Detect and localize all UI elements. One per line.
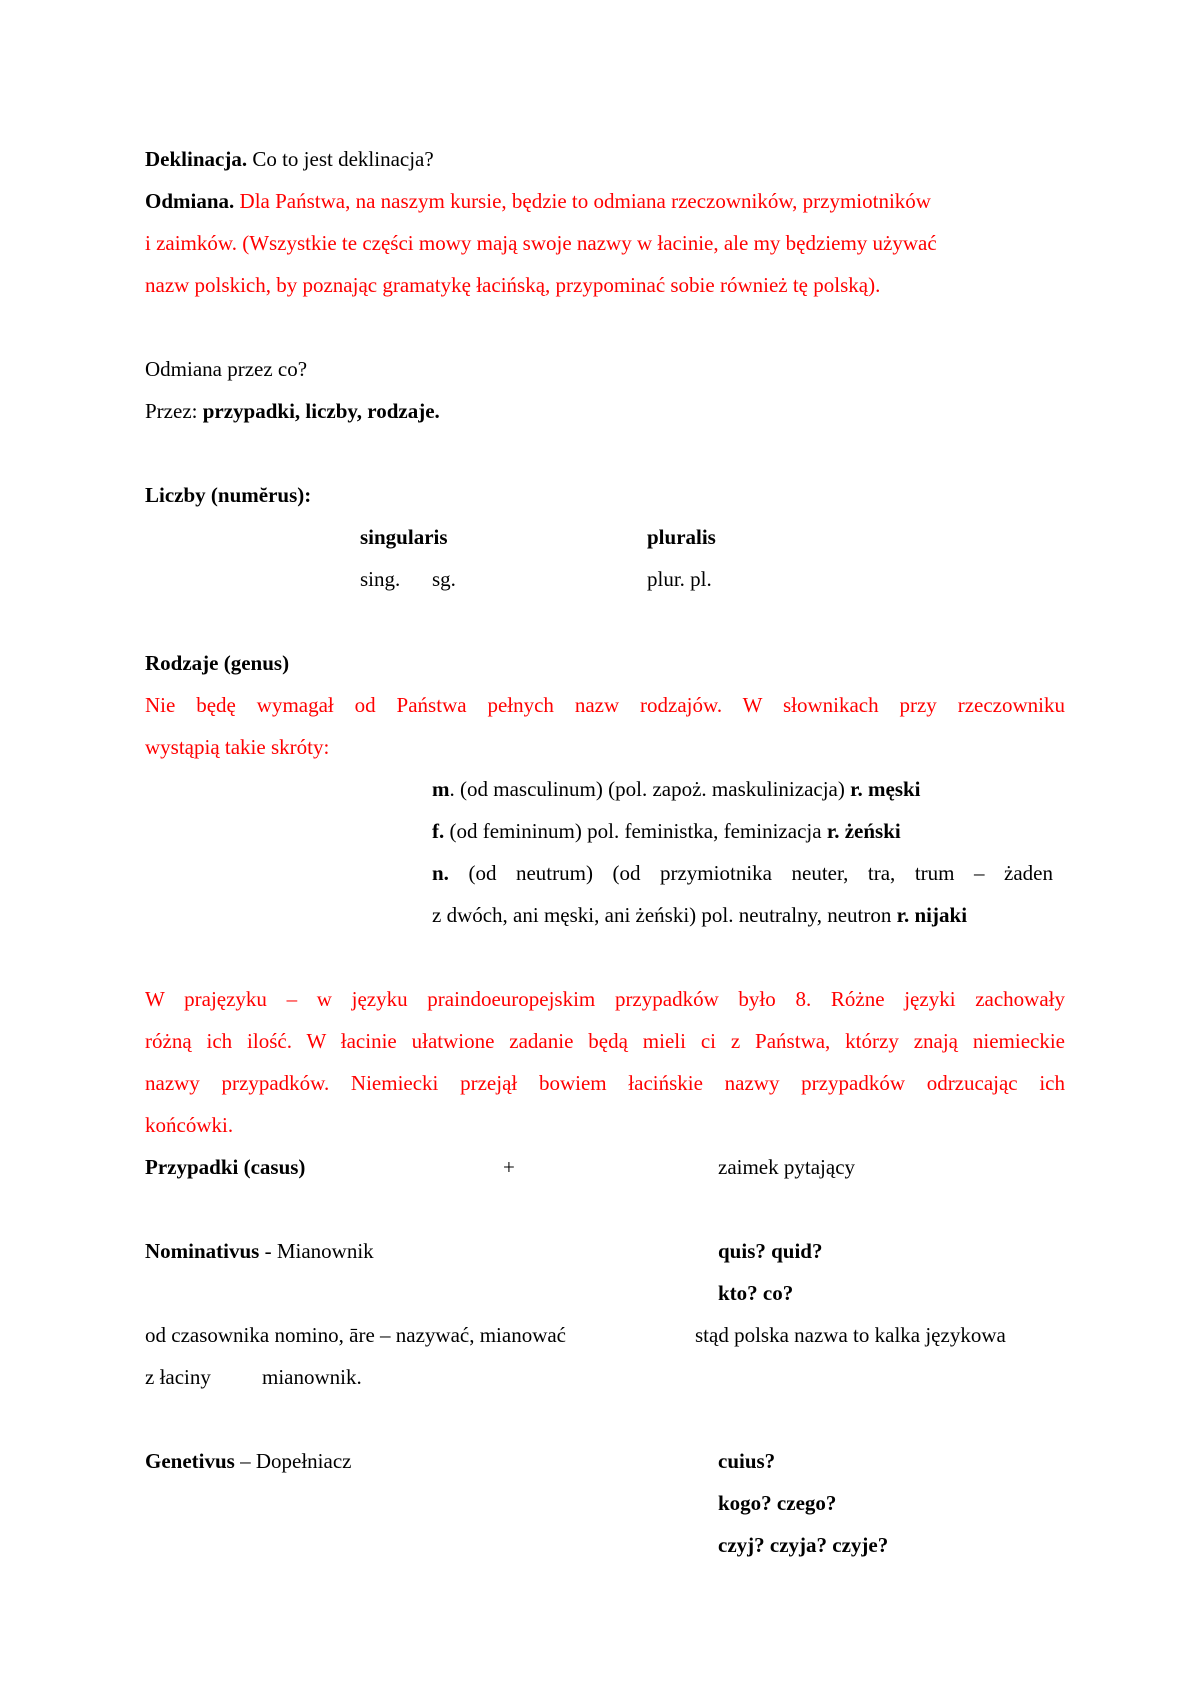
rodzaje-note-line-1: Nie będę wymagał od Państwa pełnych nazw rodzajów. W słownikach przy rzeczowniku: [145, 693, 1065, 717]
gender-n-name: r. nijaki: [896, 903, 968, 927]
genetivus-polish-questions-2: [718, 1531, 888, 1559]
rodzaje-heading-text: Rodzaje (genus): [145, 651, 290, 675]
pluralis-label: [647, 523, 716, 551]
odmiana-text-1: Dla Państwa, na naszym kursie, będzie to odmiana rzeczowników, przymiotników: [234, 189, 931, 213]
gender-n-text-1: (od neutrum) (od przymiotnika neuter, tra, trum – żaden: [448, 861, 1053, 885]
plur-abbr: plur. pl.: [647, 567, 712, 591]
nominativus-explanation-right: stąd polska nazwa to kalka językowa: [695, 1323, 1006, 1347]
plus-sign: +: [503, 1155, 515, 1179]
gender-m-line: [432, 775, 921, 803]
gen-q1-text: cuius?: [718, 1449, 776, 1473]
singularis-text: singularis: [360, 525, 448, 549]
genetivus-label: Genetivus: [145, 1449, 235, 1473]
singularis-label: [360, 523, 448, 551]
deklinacja-question: Co to jest deklinacja?: [247, 147, 434, 171]
nom-q2-text: kto? co?: [718, 1281, 794, 1305]
gender-f-text: (od femininum) pol. feministka, feminizacja: [444, 819, 827, 843]
prajezyk-line-3: nazwy przypadków. Niemiecki przejął bowiem łacińskie nazwy przypadków odrzucając ich: [145, 1071, 1065, 1095]
nominativus-explanation-2a: z łaciny: [145, 1365, 211, 1389]
sing-abbr-2: sg.: [432, 567, 456, 591]
rodzaje-note-line-2: wystąpią takie skróty:: [145, 735, 330, 759]
nominativus-explanation-1: od czasownika nomino, āre – nazywać, mianować: [145, 1323, 567, 1347]
answer-prefix: Przez:: [145, 399, 203, 423]
odmiana-line-2: i zaimków. (Wszystkie te części mowy mają swoje nazwy w łacinie, ale my będziemy używać: [145, 231, 937, 255]
gender-n-text-2: z dwóch, ani męski, ani żeński) pol. neutralny, neutron: [432, 903, 897, 927]
przypadki-heading-text: Przypadki (casus): [145, 1155, 306, 1179]
nominativus-polish-questions: [718, 1279, 793, 1307]
prajezyk-line-1: W prajęzyku – w języku praindoeuropejskim przypadków było 8. Różne języki zachowały: [145, 987, 1065, 1011]
odmiana-line-3: nazw polskich, by poznając gramatykę łacińską, przypominać sobie również tę polską).: [145, 273, 881, 297]
nominativus-line: [145, 1237, 374, 1265]
nominativus-explanation-2b: mianownik.: [262, 1365, 362, 1389]
przypadki-heading: [145, 1153, 305, 1181]
gender-n-line-2: [432, 901, 967, 929]
deklinacja-line: [145, 145, 434, 173]
nom-q1-text: quis? quid?: [718, 1239, 823, 1263]
gen-q2-text: kogo? czego?: [718, 1491, 837, 1515]
odmiana-line-1: [145, 187, 931, 215]
gender-m-abbr: m: [432, 777, 450, 801]
rodzaje-heading: [145, 649, 289, 677]
gender-f-name: r. żeński: [826, 819, 901, 843]
prajezyk-line-2: różną ich ilość. W łacinie ułatwione zadanie będą mieli ci z Państwa, którzy znają niemieckie: [145, 1029, 1065, 1053]
liczby-heading-text: Liczby (numĕrus):: [145, 483, 312, 507]
genetivus-polish: – Dopełniacz: [234, 1449, 352, 1473]
genetivus-line: [145, 1447, 351, 1475]
gender-f-line: [432, 817, 901, 845]
deklinacja-label: Deklinacja.: [145, 147, 248, 171]
liczby-heading: [145, 481, 311, 509]
gen-q3-text: czyj? czyja? czyje?: [718, 1533, 889, 1557]
genetivus-polish-questions-1: [718, 1489, 836, 1517]
prajezyk-line-4: końcówki.: [145, 1113, 234, 1137]
gender-m-text: . (od masculinum) (pol. zapoż. maskulinizacja): [449, 777, 851, 801]
genetivus-latin-question: [718, 1447, 775, 1475]
pluralis-text: pluralis: [647, 525, 716, 549]
gender-f-abbr: f.: [432, 819, 445, 843]
odmiana-label: Odmiana.: [145, 189, 235, 213]
zaimek-label: zaimek pytający: [718, 1155, 856, 1179]
gender-n-line-1: [432, 859, 1053, 887]
gender-n-abbr: n.: [432, 861, 449, 885]
answer-bold: przypadki, liczby, rodzaje.: [202, 399, 440, 423]
nominativus-label: Nominativus: [145, 1239, 260, 1263]
gender-m-name: r. męski: [850, 777, 921, 801]
nominativus-latin-questions: [718, 1237, 823, 1265]
nominativus-polish: - Mianownik: [259, 1239, 374, 1263]
odmiana-przez-answer: [145, 397, 440, 425]
odmiana-przez-question: Odmiana przez co?: [145, 357, 308, 381]
sing-abbr-1: sing.: [360, 567, 401, 591]
